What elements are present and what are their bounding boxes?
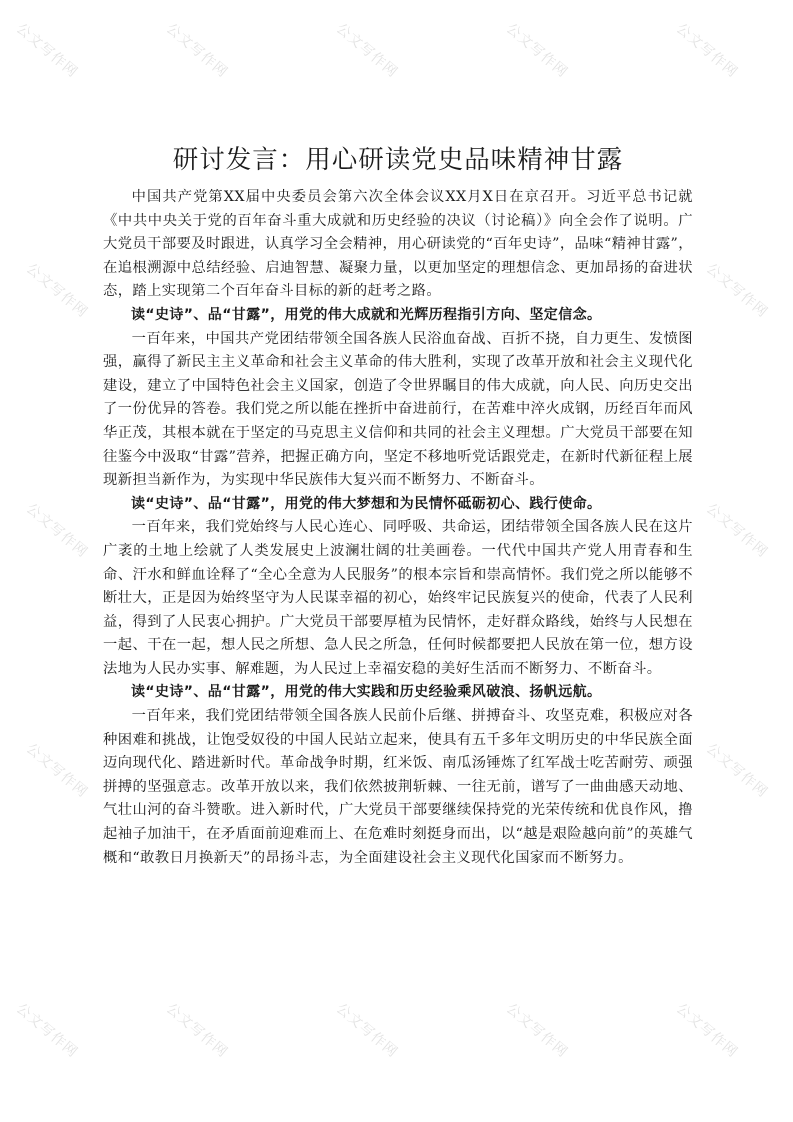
section-body: 一百年来，我们党始终与人民心连心、同呼吸、共命运，团结带领全国各族人民在这片广袤的土地上绘就了人类发展史上波澜壮阔的壮美画卷。一代代中国共产党人用青春和生命、汗水和鲜血诠释了“全心全意为人民服务”的根本宗旨和崇高情怀。我们党之所以能够不断壮大，正是因为始终坚守为人民谋幸福的初心，始终牢记民族复兴的使命，代表了人民利益，得到了人民衷心拥护。广大党员干部要厚植为民情怀，走好群众路线，始终与人民想在一起、干在一起，想人民之所想、急人民之所急，任何时候都要把人民放在第一位，想方设法地为人民办实事、解难题，为人民过上幸福安稳的美好生活而不断努力、不断奋斗。 bbox=[103, 519, 693, 677]
watermark-text: 公文写作网 bbox=[502, 20, 571, 81]
watermark-text: 公文写作网 bbox=[162, 1000, 231, 1061]
section-heading: 读“史诗”、品“甘露”，用党的伟大梦想和为民情怀砥砺初心、践行使命。 bbox=[131, 495, 602, 512]
watermark-text: 公文写作网 bbox=[502, 1000, 571, 1061]
watermark-text: 公文写作网 bbox=[12, 1000, 81, 1061]
watermark-text: 公文写作网 bbox=[12, 20, 81, 81]
section-heading: 读“史诗”、品“甘露”，用党的伟大成就和光辉历程指引方向、坚定信念。 bbox=[131, 306, 602, 323]
watermark-text: 公文写作网 bbox=[702, 260, 771, 321]
watermark-text: 公文写作网 bbox=[22, 740, 91, 801]
watermark-text: 公文写作网 bbox=[332, 20, 401, 81]
document-page bbox=[103, 140, 693, 870]
watermark-text: 公文写作网 bbox=[162, 20, 231, 81]
document-title: 研讨发言：用心研读党史品味精神甘露 bbox=[172, 145, 624, 175]
watermark-text: 公文写作网 bbox=[672, 20, 741, 81]
section-body: 一百年来，我们党团结带领全国各族人民前仆后继、拼搏奋斗、攻坚克难，积极应对各种困难和挑战，让饱受奴役的中国人民站立起来，使具有五千多年文明历史的中华民族全面迈向现代化、踏进新时代。革命战争时期，红米饭、南瓜汤锤炼了红军战士吃苦耐劳、顽强拼搏的坚强意志。改革开放以来，我们依然披荆斩棘、一往无前，谱写了一曲曲感天动地、气壮山河的奋斗赞歌。进入新时代，广大党员干部要继续保持党的光荣传统和优良作风，撸起袖子加油干，在矛盾面前迎难而上、在危难时刻挺身而出，以“越是艰险越向前”的英雄气概和“敢教日月换新天”的昂扬斗志，为全面建设社会主义现代化国家而不断努力。 bbox=[103, 708, 693, 866]
watermark-text: 公文写作网 bbox=[22, 260, 91, 321]
watermark-text: 公文写作网 bbox=[672, 1000, 741, 1061]
section-heading: 读“史诗”、品“甘露”，用党的伟大实践和历史经验乘风破浪、扬帆远航。 bbox=[131, 684, 602, 701]
watermark-text: 公文写作网 bbox=[22, 500, 91, 561]
watermark-text: 公文写作网 bbox=[332, 1000, 401, 1061]
watermark-text: 公文写作网 bbox=[702, 740, 771, 801]
intro-paragraph: 中国共产党第XX届中央委员会第六次全体会议XX月X日在京召开。习近平总书记就《中共中央关于党的百年奋斗重大成就和历史经验的决议（讨论稿）》向全会作了说明。广大党员干部要及时跟进，认真学习全会精神，用心研读党的“百年史诗”，品味“精神甘露”，在追根溯源中总结经验、启迪智慧、凝聚力量，以更加坚定的理想信念、更加昂扬的奋进状态，踏上实现第二个百年奋斗目标的新的赶考之路。 bbox=[103, 189, 693, 300]
section-body: 一百年来，中国共产党团结带领全国各族人民浴血奋战、百折不挠，自力更生、发愤图强，赢得了新民主主义革命和社会主义革命的伟大胜利，实现了改革开放和社会主义现代化建设，建立了中国特色社会主义国家，创造了令世界瞩目的伟大成就，向人民、向历史交出了一份优异的答卷。我们党之所以能在挫折中奋进前行，在苦难中淬火成钢，历经百年而风华正茂，其根本就在于坚定的马克思主义信仰和共同的社会主义理想。广大党员干部要在知往鉴今中汲取“甘露”营养，把握正确方向，坚定不移地听党话跟党走，在新时代新征程上展现新担当新作为，为实现中华民族伟大复兴而不断努力、不断奋斗。 bbox=[103, 330, 693, 489]
watermark-text: 公文写作网 bbox=[702, 500, 771, 561]
